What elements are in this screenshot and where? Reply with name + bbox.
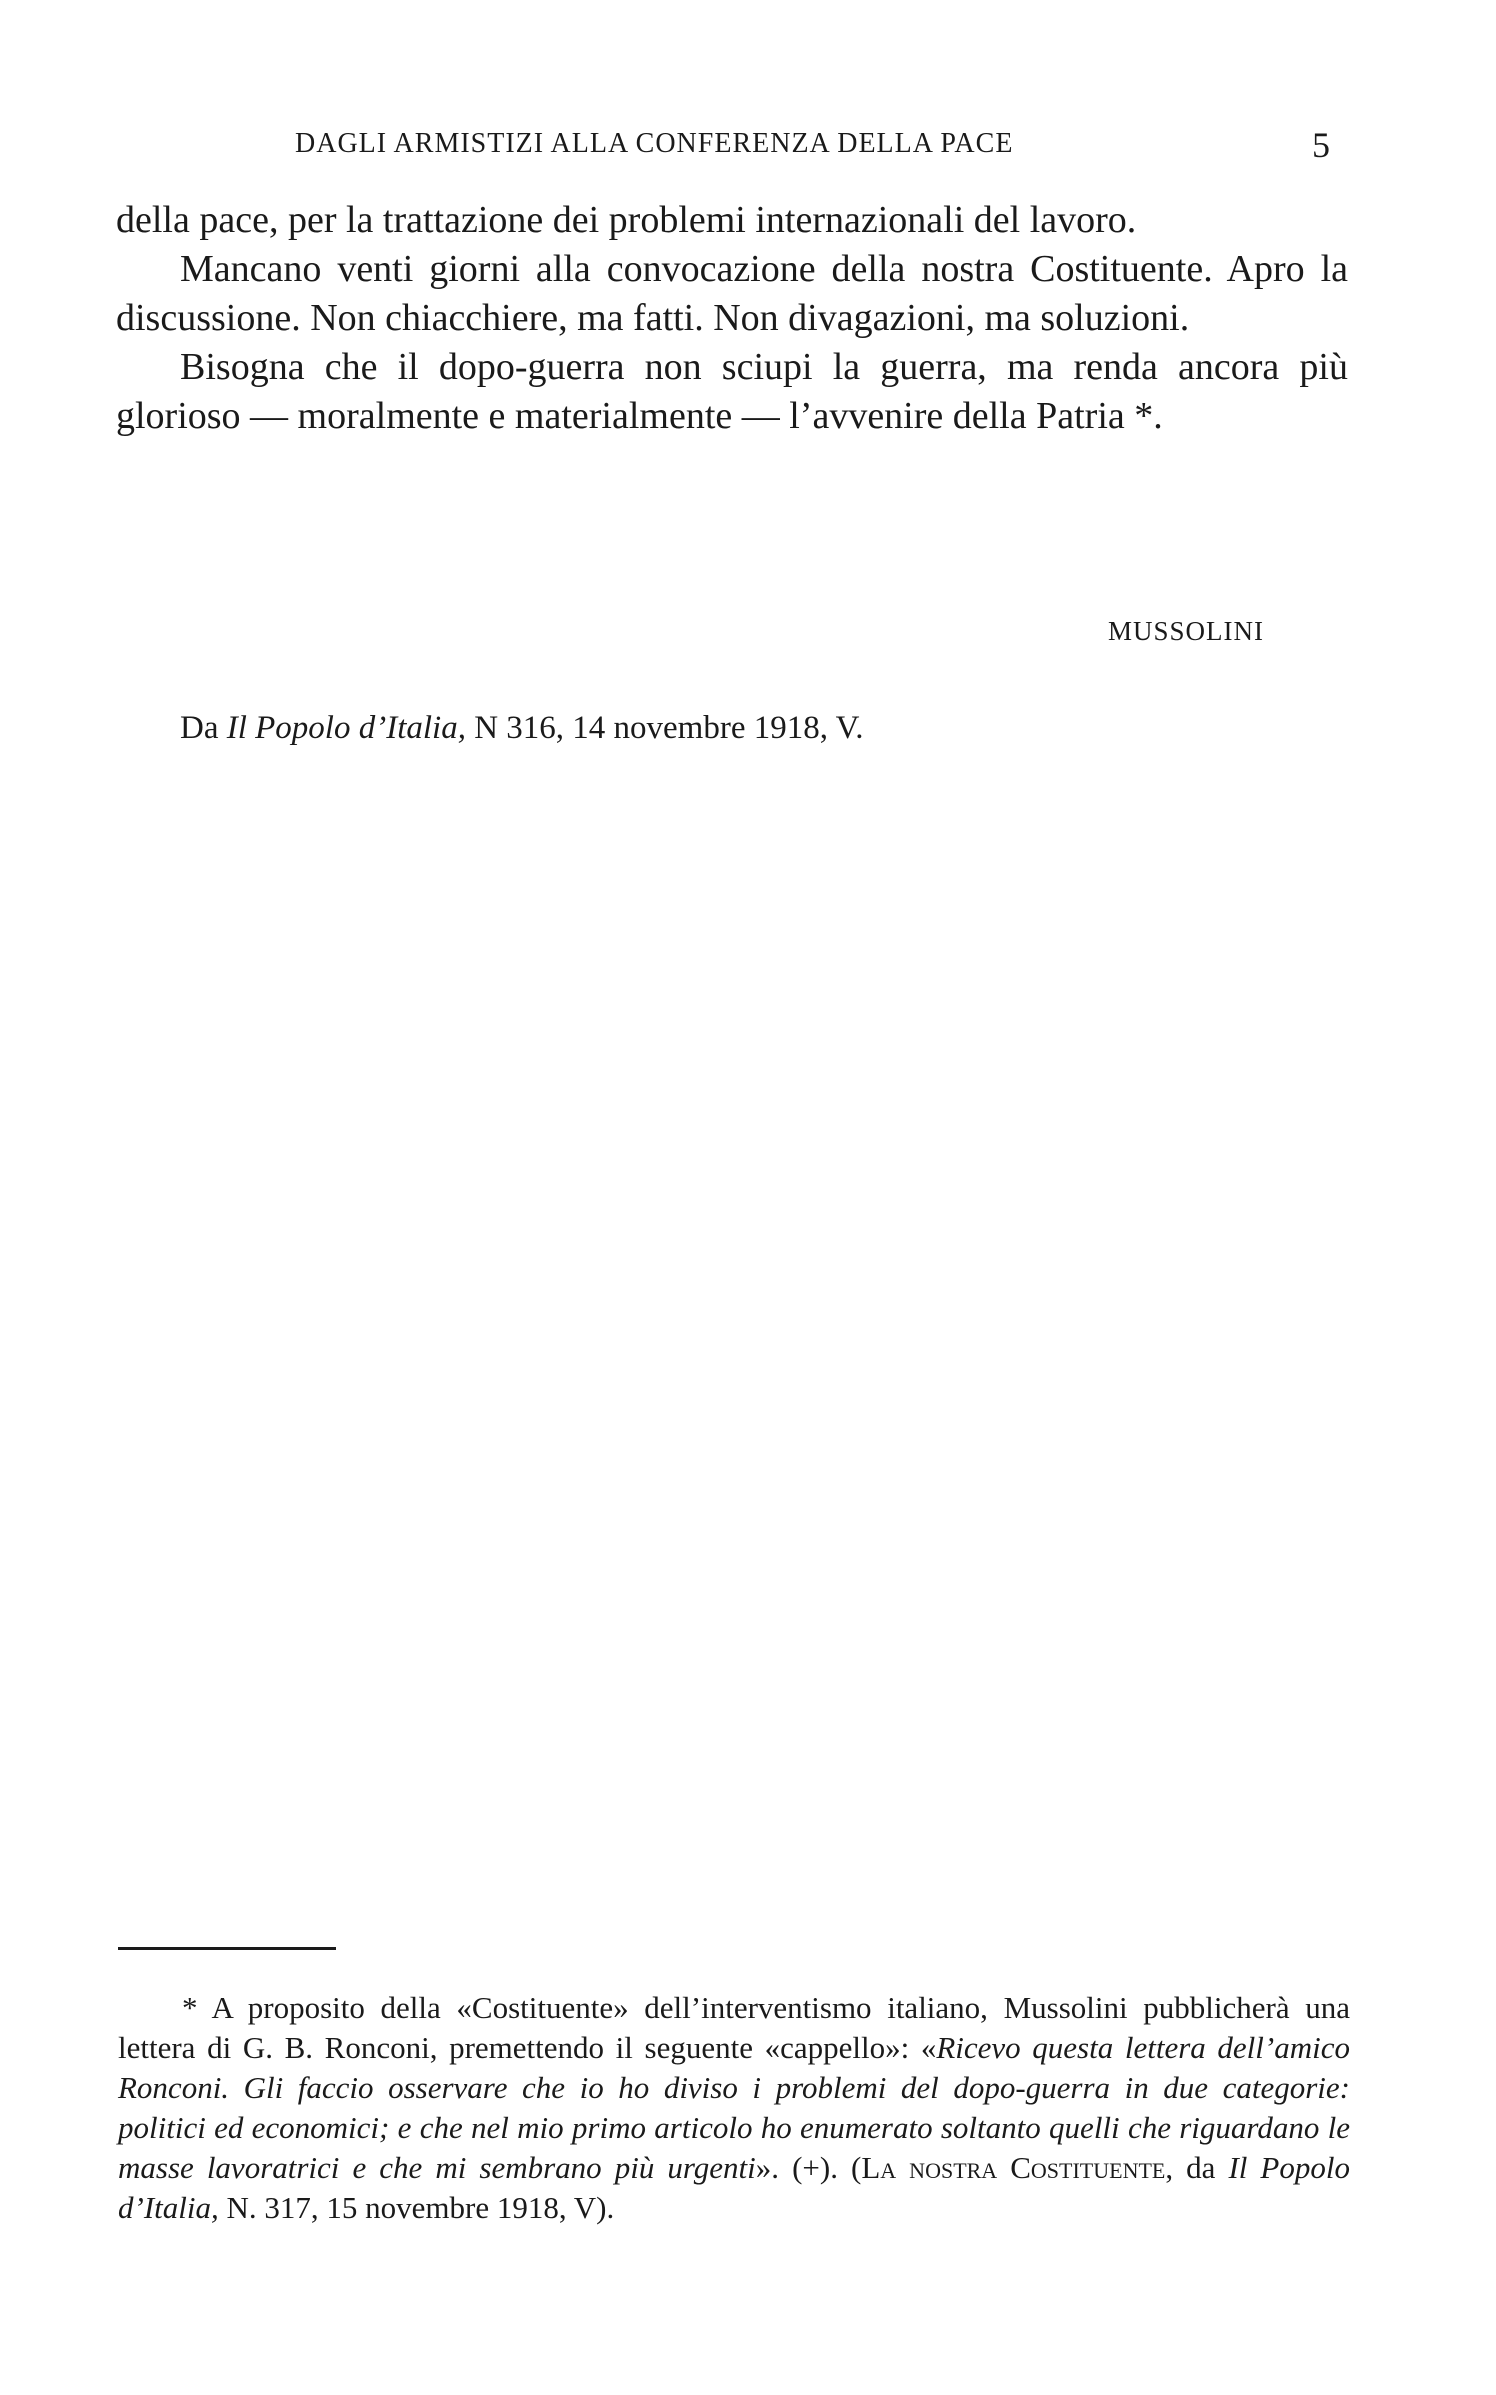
source-details: N 316, 14 novembre 1918, V. <box>465 710 864 746</box>
page-number: 5 <box>1312 125 1330 165</box>
footnote-intro: * A proposito della «Costituente» dell’interventismo italiano, Mussolini pubblicherà una lettera di G. B. Ronconi, premettendo il seguente «cappello»: « <box>118 1990 1350 2065</box>
footnote-publication: Il Popolo d’Italia, <box>118 2150 1350 2225</box>
author-signature: MUSSOLINI <box>1108 616 1265 646</box>
footnote <box>118 1988 1350 2228</box>
source-prefix: Da <box>180 710 227 746</box>
footnote-quote: Ricevo questa lettera dell’amico Ronconi. Gli faccio osservare che io ho diviso i problemi del dopo-guerra in due categorie: politici ed economici; e che nel mio primo articolo ho enumerato soltanto quelli che riguardano le masse lavoratrici e che mi sembrano più urgenti <box>118 2030 1350 2185</box>
footnote-after-title: , da <box>1165 2150 1229 2185</box>
paragraph: Mancano venti giorni alla convocazione della nostra Costituente. Apro la discussione. Non chiacchiere, ma fatti. Non divagazioni, ma soluzioni. <box>116 248 1348 339</box>
paragraph: Bisogna che il dopo-guerra non sciupi la guerra, ma renda ancora più glorioso — moralmente e materialmente — l’avvenire della Patria *. <box>116 346 1348 437</box>
source-publication: Il Popolo d’Italia, <box>226 710 466 746</box>
running-header: DAGLI ARMISTIZI ALLA CONFERENZA DELLA PACE <box>295 128 1014 159</box>
footnote-divider <box>118 1947 336 1950</box>
main-text <box>116 196 1348 441</box>
paragraph: della pace, per la trattazione dei problemi internazionali del lavoro. <box>116 199 1137 241</box>
footnote-text <box>118 1988 1350 2228</box>
footnote-article-title: La nostra Costituente <box>861 2150 1166 2185</box>
source-citation <box>180 710 863 747</box>
footnote-closing: N. 317, 15 novembre 1918, V). <box>218 2190 615 2225</box>
footnote-after-quote: ». (+). ( <box>755 2150 862 2185</box>
